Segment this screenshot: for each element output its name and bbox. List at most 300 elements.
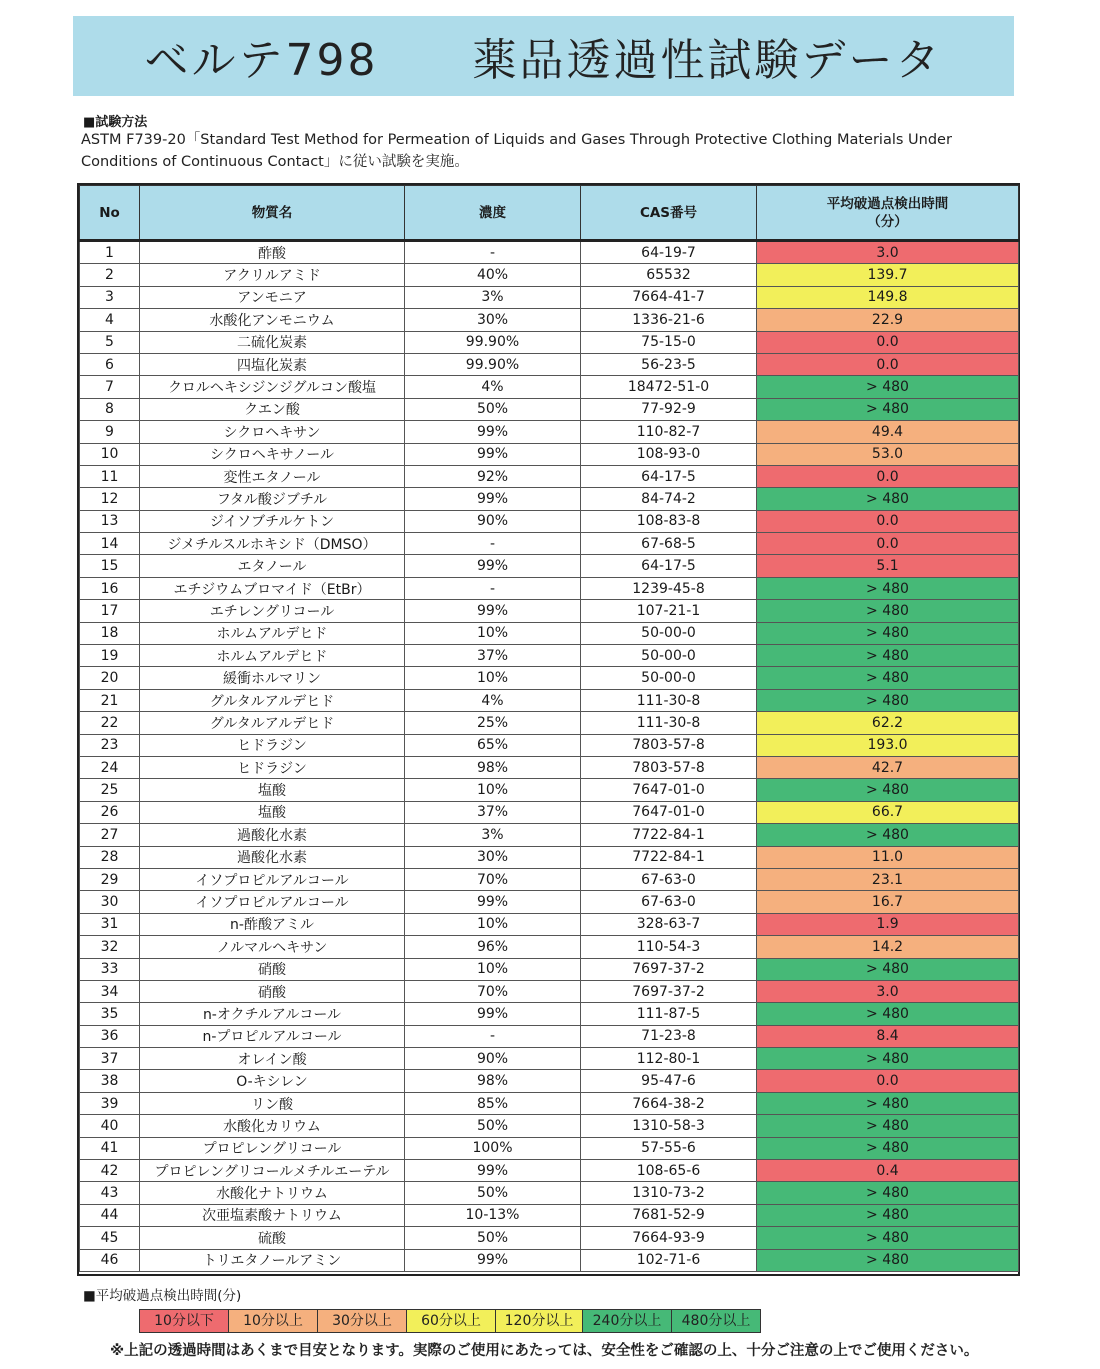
cell-concentration: 99% xyxy=(405,488,581,510)
cell-breakthrough-time: 0.0 xyxy=(757,1070,1019,1092)
table-row xyxy=(80,1227,1019,1249)
cell-substance: 四塩化炭素 xyxy=(140,353,405,375)
cell-concentration: 50% xyxy=(405,1227,581,1249)
table-row xyxy=(80,936,1019,958)
table-row xyxy=(80,443,1019,465)
table-row xyxy=(80,510,1019,532)
cell-no: 6 xyxy=(80,353,140,375)
table-row xyxy=(80,689,1019,711)
cell-concentration: - xyxy=(405,577,581,599)
cell-cas: 1310-58-3 xyxy=(581,1115,757,1137)
cell-concentration: 10-13% xyxy=(405,1204,581,1226)
cell-no: 45 xyxy=(80,1227,140,1249)
cell-no: 36 xyxy=(80,1025,140,1047)
cell-cas: 50-00-0 xyxy=(581,645,757,667)
cell-no: 13 xyxy=(80,510,140,532)
cell-substance: シクロヘキサン xyxy=(140,421,405,443)
cell-no: 15 xyxy=(80,555,140,577)
cell-no: 40 xyxy=(80,1115,140,1137)
cell-breakthrough-time: 0.0 xyxy=(757,331,1019,353)
cell-breakthrough-time: > 480 xyxy=(757,1137,1019,1159)
page-title: ベルテ798 薬品透過性試験データ xyxy=(144,35,943,86)
cell-no: 34 xyxy=(80,980,140,1002)
cell-substance: 水酸化アンモニウム xyxy=(140,309,405,331)
cell-cas: 7722-84-1 xyxy=(581,824,757,846)
cell-breakthrough-time: > 480 xyxy=(757,824,1019,846)
cell-breakthrough-time: > 480 xyxy=(757,622,1019,644)
cell-concentration: 50% xyxy=(405,398,581,420)
cell-cas: 77-92-9 xyxy=(581,398,757,420)
table-row xyxy=(80,712,1019,734)
cell-cas: 7647-01-0 xyxy=(581,779,757,801)
cell-cas: 67-63-0 xyxy=(581,868,757,890)
cell-concentration: 10% xyxy=(405,622,581,644)
cell-cas: 7664-38-2 xyxy=(581,1092,757,1114)
cell-concentration: - xyxy=(405,1025,581,1047)
cell-substance: ホルムアルデヒド xyxy=(140,645,405,667)
table-row xyxy=(80,465,1019,487)
cell-concentration: 30% xyxy=(405,309,581,331)
cell-concentration: 10% xyxy=(405,667,581,689)
cell-substance: 塩酸 xyxy=(140,779,405,801)
cell-no: 3 xyxy=(80,286,140,308)
cell-breakthrough-time: > 480 xyxy=(757,1204,1019,1226)
cell-substance: 過酸化水素 xyxy=(140,846,405,868)
cell-breakthrough-time: 53.0 xyxy=(757,443,1019,465)
cell-cas: 71-23-8 xyxy=(581,1025,757,1047)
cell-breakthrough-time: > 480 xyxy=(757,488,1019,510)
cell-cas: 111-30-8 xyxy=(581,712,757,734)
cell-breakthrough-time: > 480 xyxy=(757,689,1019,711)
cell-cas: 102-71-6 xyxy=(581,1249,757,1271)
table-row xyxy=(80,309,1019,331)
cell-cas: 67-68-5 xyxy=(581,533,757,555)
cell-no: 46 xyxy=(80,1249,140,1271)
cell-no: 27 xyxy=(80,824,140,846)
cell-concentration: 70% xyxy=(405,868,581,890)
cell-substance: アクリルアミド xyxy=(140,264,405,286)
cell-no: 7 xyxy=(80,376,140,398)
table-row xyxy=(80,667,1019,689)
cell-cas: 7681-52-9 xyxy=(581,1204,757,1226)
cell-no: 42 xyxy=(80,1160,140,1182)
cell-concentration: 50% xyxy=(405,1115,581,1137)
cell-breakthrough-time: > 480 xyxy=(757,1048,1019,1070)
table-row xyxy=(80,1182,1019,1204)
cell-substance: 水酸化カリウム xyxy=(140,1115,405,1137)
cell-no: 44 xyxy=(80,1204,140,1226)
table-row xyxy=(80,331,1019,353)
cell-concentration: 90% xyxy=(405,510,581,532)
cell-breakthrough-time: 0.0 xyxy=(757,510,1019,532)
cell-breakthrough-time: 3.0 xyxy=(757,241,1019,264)
table-row xyxy=(80,241,1019,264)
cell-concentration: 40% xyxy=(405,264,581,286)
cell-concentration: 37% xyxy=(405,645,581,667)
table-row xyxy=(80,824,1019,846)
cell-breakthrough-time: 14.2 xyxy=(757,936,1019,958)
cell-cas: 7664-41-7 xyxy=(581,286,757,308)
cell-substance: ジイソブチルケトン xyxy=(140,510,405,532)
method-heading: ■試験方法 xyxy=(83,115,148,130)
table-row xyxy=(80,756,1019,778)
cell-concentration: 50% xyxy=(405,1182,581,1204)
cell-concentration: 10% xyxy=(405,958,581,980)
cell-no: 4 xyxy=(80,309,140,331)
cell-substance: イソプロピルアルコール xyxy=(140,891,405,913)
cell-breakthrough-time: > 480 xyxy=(757,1092,1019,1114)
cell-breakthrough-time: > 480 xyxy=(757,958,1019,980)
cell-substance: プロピレングリコールメチルエーテル xyxy=(140,1160,405,1182)
cell-breakthrough-time: 0.0 xyxy=(757,353,1019,375)
cell-concentration: 99% xyxy=(405,443,581,465)
legend-item: 120分以上 xyxy=(496,1310,583,1332)
cell-substance: 硫酸 xyxy=(140,1227,405,1249)
cell-substance: ヒドラジン xyxy=(140,734,405,756)
cell-no: 18 xyxy=(80,622,140,644)
cell-cas: 328-63-7 xyxy=(581,913,757,935)
cell-substance: イソプロピルアルコール xyxy=(140,868,405,890)
cell-cas: 7803-57-8 xyxy=(581,756,757,778)
cell-cas: 7803-57-8 xyxy=(581,734,757,756)
cell-no: 31 xyxy=(80,913,140,935)
cell-cas: 7664-93-9 xyxy=(581,1227,757,1249)
table-row xyxy=(80,376,1019,398)
cell-concentration: 10% xyxy=(405,913,581,935)
table-row xyxy=(80,1003,1019,1025)
table-row xyxy=(80,868,1019,890)
cell-cas: 64-17-5 xyxy=(581,465,757,487)
table-row xyxy=(80,600,1019,622)
cell-cas: 75-15-0 xyxy=(581,331,757,353)
table-row xyxy=(80,555,1019,577)
cell-no: 19 xyxy=(80,645,140,667)
cell-concentration: 99.90% xyxy=(405,353,581,375)
cell-breakthrough-time: 66.7 xyxy=(757,801,1019,823)
cell-no: 23 xyxy=(80,734,140,756)
table-row xyxy=(80,958,1019,980)
cell-cas: 108-65-6 xyxy=(581,1160,757,1182)
cell-no: 25 xyxy=(80,779,140,801)
cell-concentration: 37% xyxy=(405,801,581,823)
cell-breakthrough-time: 3.0 xyxy=(757,980,1019,1002)
header-no: No xyxy=(80,186,140,241)
cell-cas: 84-74-2 xyxy=(581,488,757,510)
cell-no: 17 xyxy=(80,600,140,622)
cell-breakthrough-time: > 480 xyxy=(757,1115,1019,1137)
cell-breakthrough-time: 0.0 xyxy=(757,533,1019,555)
cell-breakthrough-time: > 480 xyxy=(757,577,1019,599)
cell-concentration: 100% xyxy=(405,1137,581,1159)
cell-breakthrough-time: 193.0 xyxy=(757,734,1019,756)
cell-substance: リン酸 xyxy=(140,1092,405,1114)
legend-item: 480分以上 xyxy=(672,1310,760,1332)
cell-cas: 57-55-6 xyxy=(581,1137,757,1159)
table-row xyxy=(80,1249,1019,1271)
cell-no: 11 xyxy=(80,465,140,487)
cell-breakthrough-time: > 480 xyxy=(757,779,1019,801)
footnote: ※上記の透過時間はあくまで目安となります。実際のご使用にあたっては、安全性をご確認の上、十分ご注意の上でご使用ください。 xyxy=(110,1343,979,1359)
cell-cas: 1310-73-2 xyxy=(581,1182,757,1204)
cell-breakthrough-time: > 480 xyxy=(757,1182,1019,1204)
cell-concentration: 98% xyxy=(405,756,581,778)
cell-breakthrough-time: 1.9 xyxy=(757,913,1019,935)
cell-no: 9 xyxy=(80,421,140,443)
cell-breakthrough-time: 0.0 xyxy=(757,465,1019,487)
cell-cas: 110-54-3 xyxy=(581,936,757,958)
cell-substance: 酢酸 xyxy=(140,241,405,264)
table-header-row xyxy=(80,186,1019,241)
legend-item: 60分以上 xyxy=(407,1310,496,1332)
cell-breakthrough-time: 149.8 xyxy=(757,286,1019,308)
cell-no: 16 xyxy=(80,577,140,599)
header-cas: CAS番号 xyxy=(581,186,757,241)
header-breakthrough-line1: 平均破過点検出時間 xyxy=(826,195,949,212)
table-row xyxy=(80,913,1019,935)
table-row xyxy=(80,421,1019,443)
cell-breakthrough-time: 0.4 xyxy=(757,1160,1019,1182)
cell-no: 41 xyxy=(80,1137,140,1159)
cell-concentration: 96% xyxy=(405,936,581,958)
cell-breakthrough-time: 62.2 xyxy=(757,712,1019,734)
cell-concentration: 85% xyxy=(405,1092,581,1114)
cell-concentration: 70% xyxy=(405,980,581,1002)
cell-substance: O-キシレン xyxy=(140,1070,405,1092)
cell-substance: ジメチルスルホキシド（DMSO） xyxy=(140,533,405,555)
cell-breakthrough-time: > 480 xyxy=(757,1227,1019,1249)
cell-substance: アンモニア xyxy=(140,286,405,308)
table-row xyxy=(80,1137,1019,1159)
cell-breakthrough-time: > 480 xyxy=(757,667,1019,689)
cell-breakthrough-time: > 480 xyxy=(757,376,1019,398)
cell-cas: 56-23-5 xyxy=(581,353,757,375)
table-row xyxy=(80,980,1019,1002)
cell-no: 39 xyxy=(80,1092,140,1114)
cell-cas: 7697-37-2 xyxy=(581,980,757,1002)
cell-concentration: 99.90% xyxy=(405,331,581,353)
cell-cas: 7722-84-1 xyxy=(581,846,757,868)
cell-substance: ノルマルヘキサン xyxy=(140,936,405,958)
cell-substance: 過酸化水素 xyxy=(140,824,405,846)
header-breakthrough-line2: （分） xyxy=(867,213,908,230)
table-row xyxy=(80,1048,1019,1070)
cell-concentration: 99% xyxy=(405,891,581,913)
cell-no: 26 xyxy=(80,801,140,823)
cell-substance: シクロヘキサノール xyxy=(140,443,405,465)
cell-substance: オレイン酸 xyxy=(140,1048,405,1070)
cell-cas: 111-30-8 xyxy=(581,689,757,711)
table-row xyxy=(80,891,1019,913)
cell-concentration: 90% xyxy=(405,1048,581,1070)
cell-substance: 硝酸 xyxy=(140,958,405,980)
cell-concentration: 4% xyxy=(405,376,581,398)
cell-cas: 107-21-1 xyxy=(581,600,757,622)
cell-substance: 硝酸 xyxy=(140,980,405,1002)
table-row xyxy=(80,264,1019,286)
table-row xyxy=(80,353,1019,375)
table-row xyxy=(80,488,1019,510)
legend xyxy=(139,1309,761,1333)
cell-cas: 65532 xyxy=(581,264,757,286)
cell-cas: 64-17-5 xyxy=(581,555,757,577)
table-row xyxy=(80,645,1019,667)
cell-substance: 二硫化炭素 xyxy=(140,331,405,353)
cell-concentration: 30% xyxy=(405,846,581,868)
table-row xyxy=(80,1070,1019,1092)
cell-no: 30 xyxy=(80,891,140,913)
permeation-table xyxy=(77,183,1020,1276)
cell-breakthrough-time: 49.4 xyxy=(757,421,1019,443)
cell-substance: エチジウムブロマイド（EtBr） xyxy=(140,577,405,599)
cell-concentration: 3% xyxy=(405,286,581,308)
cell-concentration: 99% xyxy=(405,421,581,443)
cell-breakthrough-time: 11.0 xyxy=(757,846,1019,868)
cell-substance: 水酸化ナトリウム xyxy=(140,1182,405,1204)
header-breakthrough-time xyxy=(757,186,1019,241)
cell-concentration: 99% xyxy=(405,1249,581,1271)
cell-no: 29 xyxy=(80,868,140,890)
cell-cas: 64-19-7 xyxy=(581,241,757,264)
legend-item: 10分以上 xyxy=(229,1310,318,1332)
cell-concentration: 92% xyxy=(405,465,581,487)
cell-concentration: 10% xyxy=(405,779,581,801)
cell-substance: 塩酸 xyxy=(140,801,405,823)
cell-cas: 1336-21-6 xyxy=(581,309,757,331)
cell-substance: トリエタノールアミン xyxy=(140,1249,405,1271)
table-row xyxy=(80,1204,1019,1226)
header-concentration: 濃度 xyxy=(405,186,581,241)
cell-cas: 108-83-8 xyxy=(581,510,757,532)
cell-concentration: 25% xyxy=(405,712,581,734)
table-row xyxy=(80,622,1019,644)
cell-breakthrough-time: > 480 xyxy=(757,645,1019,667)
cell-no: 14 xyxy=(80,533,140,555)
cell-substance: n-酢酸アミル xyxy=(140,913,405,935)
cell-substance: フタル酸ジブチル xyxy=(140,488,405,510)
legend-item: 30分以上 xyxy=(318,1310,407,1332)
cell-no: 2 xyxy=(80,264,140,286)
cell-cas: 7697-37-2 xyxy=(581,958,757,980)
table-row xyxy=(80,398,1019,420)
cell-cas: 112-80-1 xyxy=(581,1048,757,1070)
cell-no: 43 xyxy=(80,1182,140,1204)
cell-concentration: 99% xyxy=(405,1160,581,1182)
cell-breakthrough-time: 23.1 xyxy=(757,868,1019,890)
cell-cas: 95-47-6 xyxy=(581,1070,757,1092)
header-substance: 物質名 xyxy=(140,186,405,241)
cell-no: 20 xyxy=(80,667,140,689)
cell-no: 32 xyxy=(80,936,140,958)
cell-no: 28 xyxy=(80,846,140,868)
cell-breakthrough-time: > 480 xyxy=(757,398,1019,420)
table-row xyxy=(80,286,1019,308)
table-row xyxy=(80,1092,1019,1114)
cell-substance: クエン酸 xyxy=(140,398,405,420)
cell-breakthrough-time: 42.7 xyxy=(757,756,1019,778)
cell-breakthrough-time: 22.9 xyxy=(757,309,1019,331)
cell-no: 33 xyxy=(80,958,140,980)
cell-no: 10 xyxy=(80,443,140,465)
cell-no: 38 xyxy=(80,1070,140,1092)
cell-cas: 111-87-5 xyxy=(581,1003,757,1025)
table-row xyxy=(80,1025,1019,1047)
legend-item: 10分以下 xyxy=(140,1310,229,1332)
cell-cas: 7647-01-0 xyxy=(581,801,757,823)
cell-substance: ホルムアルデヒド xyxy=(140,622,405,644)
table-row xyxy=(80,801,1019,823)
cell-concentration: 3% xyxy=(405,824,581,846)
cell-concentration: 98% xyxy=(405,1070,581,1092)
cell-breakthrough-time: 139.7 xyxy=(757,264,1019,286)
cell-no: 35 xyxy=(80,1003,140,1025)
cell-substance: プロピレングリコール xyxy=(140,1137,405,1159)
cell-concentration: 99% xyxy=(405,555,581,577)
cell-concentration: 99% xyxy=(405,1003,581,1025)
cell-cas: 50-00-0 xyxy=(581,622,757,644)
cell-substance: ヒドラジン xyxy=(140,756,405,778)
cell-concentration: 65% xyxy=(405,734,581,756)
cell-substance: エチレングリコール xyxy=(140,600,405,622)
cell-concentration: 4% xyxy=(405,689,581,711)
cell-no: 22 xyxy=(80,712,140,734)
table-row xyxy=(80,577,1019,599)
cell-concentration: - xyxy=(405,533,581,555)
cell-substance: グルタルアルデヒド xyxy=(140,689,405,711)
cell-no: 12 xyxy=(80,488,140,510)
cell-concentration: - xyxy=(405,241,581,264)
table-row xyxy=(80,1115,1019,1137)
cell-no: 8 xyxy=(80,398,140,420)
cell-cas: 110-82-7 xyxy=(581,421,757,443)
table-row xyxy=(80,779,1019,801)
cell-breakthrough-time: 16.7 xyxy=(757,891,1019,913)
cell-cas: 1239-45-8 xyxy=(581,577,757,599)
table-row xyxy=(80,846,1019,868)
cell-substance: n-プロピルアルコール xyxy=(140,1025,405,1047)
cell-no: 1 xyxy=(80,241,140,264)
cell-breakthrough-time: > 480 xyxy=(757,1003,1019,1025)
cell-cas: 108-93-0 xyxy=(581,443,757,465)
legend-heading: ■平均破過点検出時間(分) xyxy=(83,1288,242,1304)
table-body xyxy=(80,241,1019,1272)
cell-substance: クロルヘキシジンジグルコン酸塩 xyxy=(140,376,405,398)
legend-item: 240分以上 xyxy=(583,1310,672,1332)
table-row xyxy=(80,533,1019,555)
cell-substance: n-オクチルアルコール xyxy=(140,1003,405,1025)
method-description: ASTM F739-20「Standard Test Method for Permeation of Liquids and Gases Through Protective Clothing Materials Under Conditions of Continuous Contact」に従い試験を実施。 xyxy=(81,132,952,170)
title-banner xyxy=(73,16,1014,96)
cell-substance: 次亜塩素酸ナトリウム xyxy=(140,1204,405,1226)
cell-cas: 18472-51-0 xyxy=(581,376,757,398)
cell-concentration: 99% xyxy=(405,600,581,622)
cell-no: 37 xyxy=(80,1048,140,1070)
cell-breakthrough-time: 5.1 xyxy=(757,555,1019,577)
cell-breakthrough-time: > 480 xyxy=(757,600,1019,622)
cell-substance: 緩衝ホルマリン xyxy=(140,667,405,689)
table-row xyxy=(80,734,1019,756)
table-row xyxy=(80,1160,1019,1182)
cell-substance: 変性エタノール xyxy=(140,465,405,487)
cell-substance: エタノール xyxy=(140,555,405,577)
cell-breakthrough-time: > 480 xyxy=(757,1249,1019,1271)
cell-no: 5 xyxy=(80,331,140,353)
cell-no: 21 xyxy=(80,689,140,711)
cell-cas: 67-63-0 xyxy=(581,891,757,913)
cell-cas: 50-00-0 xyxy=(581,667,757,689)
cell-substance: グルタルアルデヒド xyxy=(140,712,405,734)
cell-breakthrough-time: 8.4 xyxy=(757,1025,1019,1047)
cell-no: 24 xyxy=(80,756,140,778)
